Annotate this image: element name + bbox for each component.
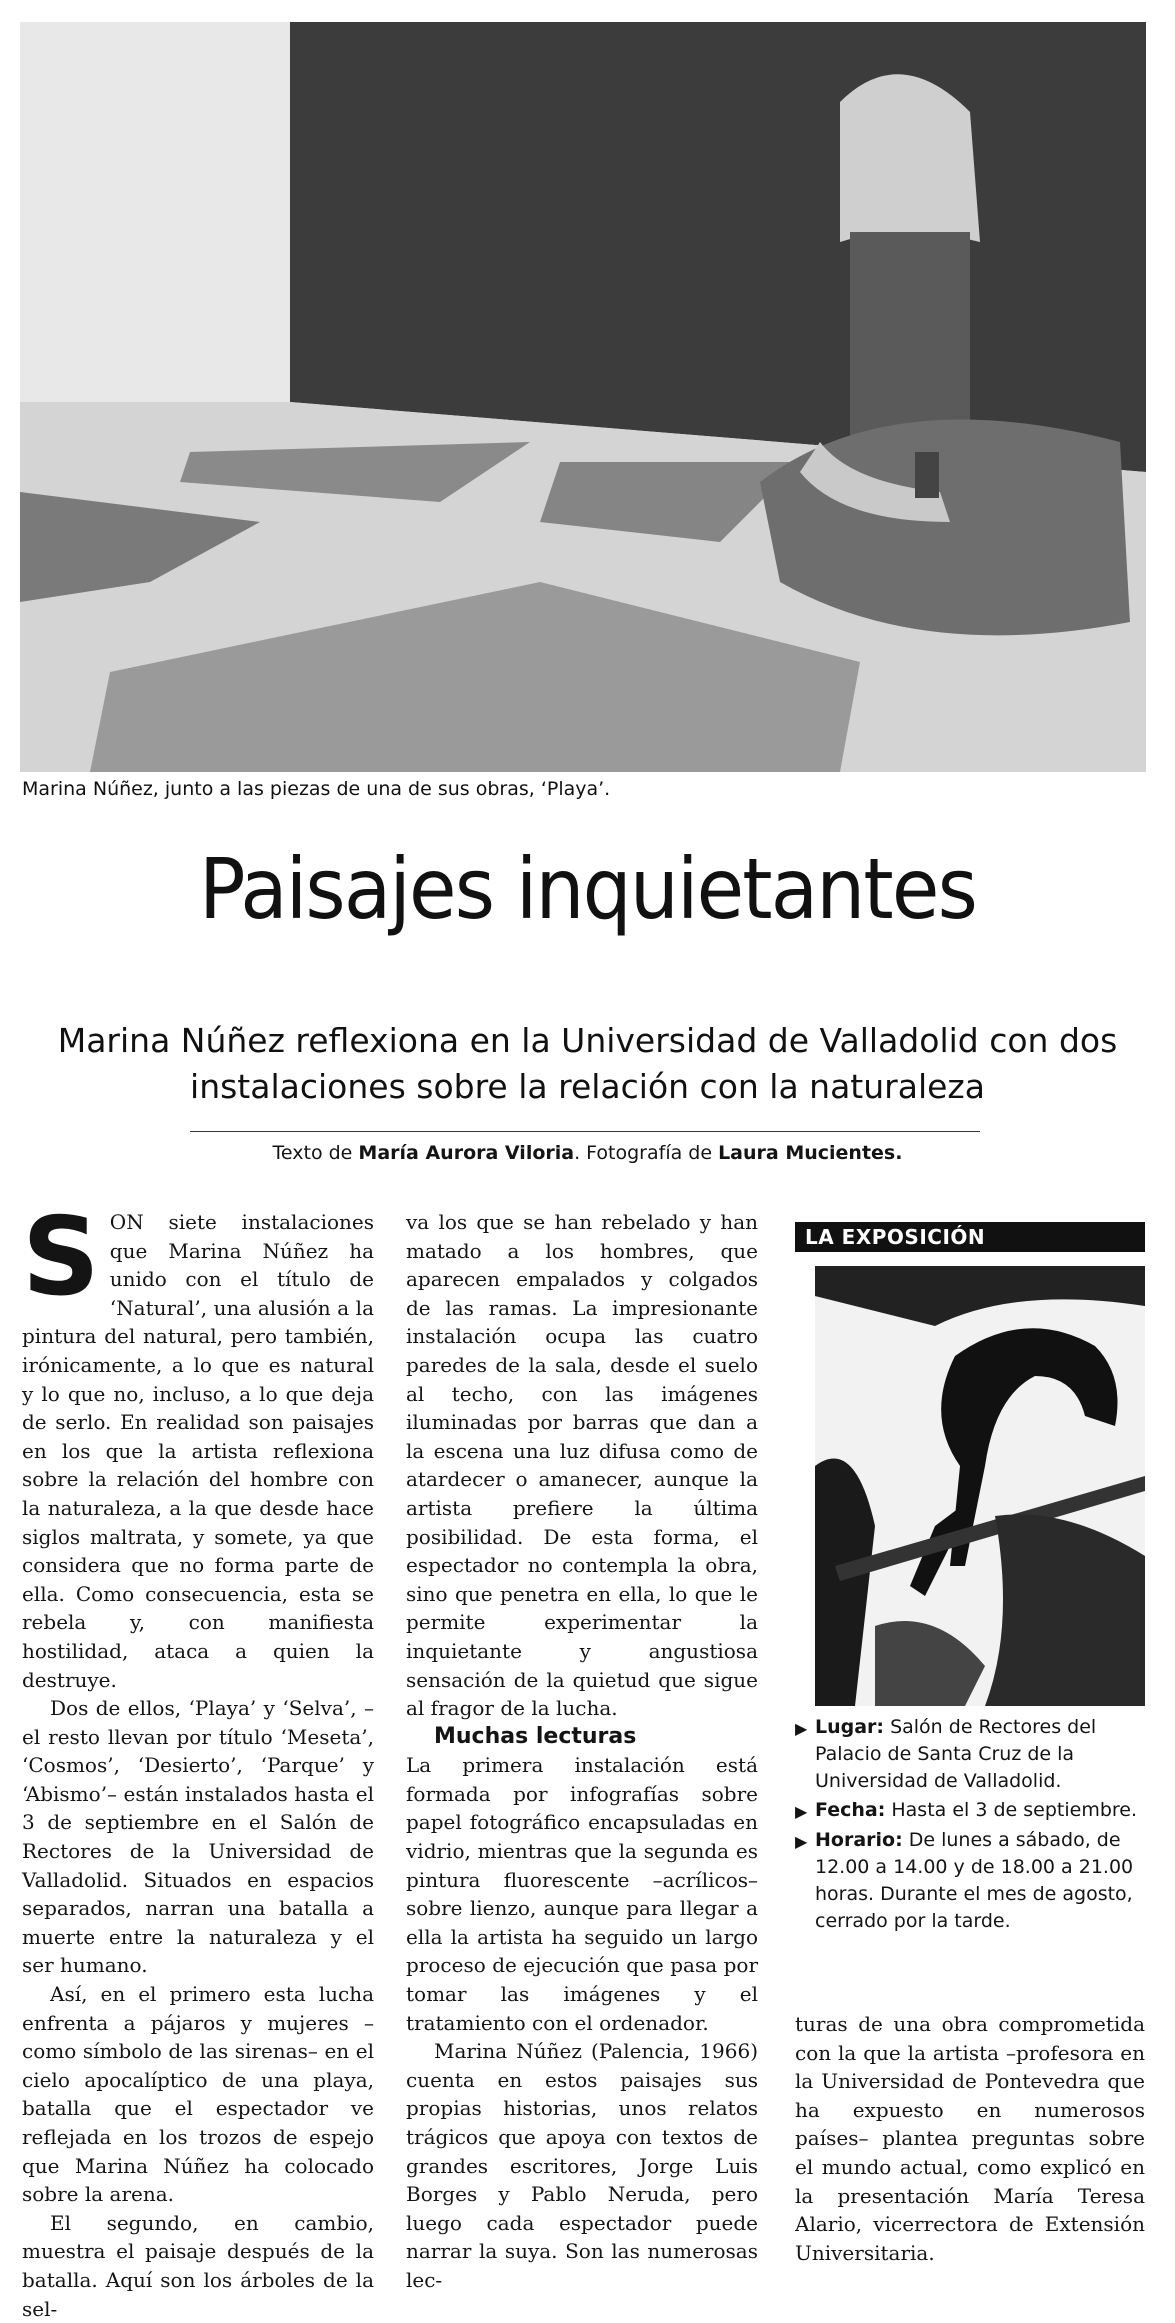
paragraph: Marina Núñez (Palencia, 1966) cuenta en estos paisajes sus propias historias, unos relatos trágicos que apoya con textos de grandes escritores, Jorge Luis Borges y Pablo Neruda, pero luego cada espectador puede narrar la suya. Son las numerosas lec- [406,2039,758,2292]
sidebar-header: LA EXPOSICIÓN [795,1222,1145,1252]
byline-end: . [895,1142,903,1164]
paragraph: turas de una obra comprometida con la que la artista –profesora en la Universidad de Pontevedra que ha expuesto en numerosos países– plantea preguntas sobre el mundo actual, como explicó en la presentación María Teresa Alario, vicerrectora de Extensión Universitaria. [795,2012,1145,2265]
article-column-2 [406,1208,758,2295]
byline-text-prefix: Texto de [272,1142,359,1164]
triangle-right-icon: ▶ [795,1802,808,1821]
byline-photographer: Laura Mucientes [718,1142,896,1164]
paragraph-text: ON siete instalaciones que Marina Núñez ha unido con el título de ‘Natural’, una alusión a la pintura del natural, pero también, irónicamente, a lo que es natural y lo que no, incluso, a lo que deja de serlo. En realidad son paisajes en los que la artista reflexiona sobre la relación del hombre con la naturaleza, a la que desde hace siglos maltrata, y somete, ya que considera que no forma parte de ella. Como consecuencia, esta se rebela y, con manifiesta hostilidad, ataca a quien la destruye. [22,1210,374,1692]
info-text [815,1827,1145,1935]
info-value: De lunes a sábado, de 12.00 a 14.00 y de 18.00 a 21.00 horas. Durante el mes de agosto, cerrado por la tarde. [815,1829,1134,1932]
info-text [815,1714,1145,1795]
subheadline: Marina Núñez reflexiona en la Universidad de Valladolid con dos instalaciones sobre la relación con la naturaleza [57,1021,1118,1106]
paragraph: La primera instalación está formada por infografías sobre papel fotográfico encapsuladas en vidrio, mientras que la segunda es pintura fluorescente –acrílicos– sobre lienzo, aunque para llegar a ella la artista ha seguido un largo proceso de ejecución que pasa por tomar las imágenes y el tratamiento con el ordenador. [406,1753,758,2035]
byline-photo-prefix: . Fotografía de [574,1142,719,1164]
artwork-image [815,1266,1145,1706]
info-label: Horario: [815,1829,903,1851]
info-value: Hasta el 3 de septiembre. [891,1799,1138,1821]
info-label: Fecha: [815,1799,886,1821]
info-item-fecha [795,1797,1145,1825]
byline-author: María Aurora Viloria [358,1142,575,1164]
paragraph [22,1195,374,1694]
paragraph: El segundo, en cambio, muestra el paisaje después de la batalla. Aquí son los árboles de la sel- [22,2210,374,2321]
byline-rule [190,1131,980,1132]
info-label: Lugar: [815,1716,885,1738]
triangle-right-icon: ▶ [795,1832,808,1851]
photo-caption: Marina Núñez, junto a las piezas de una de sus obras, ‘Playa’. [22,778,611,800]
info-text [815,1797,1137,1825]
headline: Paisajes inquietantes [198,840,977,938]
triangle-right-icon: ▶ [795,1719,808,1738]
drop-cap: S [22,1195,100,1320]
article-column-1 [22,1195,374,2323]
info-value: Salón de Rectores del Palacio de Santa Cruz de la Universidad de Valladolid. [815,1716,1097,1792]
section-subtitle: Muchas lecturas [434,1723,637,1749]
info-item-horario [795,1827,1145,1935]
paragraph: Dos de ellos, ‘Playa’ y ‘Selva’, –el resto llevan por título ‘Meseta’, ‘Cosmos’, ‘Desierto’, ‘Parque’ y ‘Abismo’– están instalados hasta el 3 de septiembre en el Salón de Rectores de la Universidad de Valladolid. Situados en espacios separados, narran una batalla a muerte entre la naturaleza y el ser humano. [22,1696,374,1978]
exhibition-info [795,1714,1145,1935]
byline [0,1142,1175,1164]
article-photo [20,22,1146,772]
article-column-3 [795,2010,1145,2267]
info-item-lugar [795,1714,1145,1795]
exhibition-sidebar [795,1222,1145,1937]
paragraph: Así, en el primero esta lucha enfrenta a pájaros y mujeres –como símbolo de las sirenas– en el cielo apocalíptico de una playa, batalla que el espectador ve reflejada en los trozos de espejo que Marina Núñez ha colocado sobre la arena. [22,1982,374,2207]
paragraph: va los que se han rebelado y han matado a los hombres, que aparecen empalados y colgados de las ramas. La impresionante instalación ocupa las cuatro paredes de la sala, desde el suelo al techo, con las imágenes iluminadas por barras que dan a la escena una luz difusa como de atardecer o amanecer, aunque la artista prefiere la última posibilidad. De esta forma, el espectador no contempla la obra, sino que penetra en ella, lo que le permite experimentar la inquietante y angustiosa sensación de la quietud que sigue al fragor de la lucha. [406,1210,758,1721]
